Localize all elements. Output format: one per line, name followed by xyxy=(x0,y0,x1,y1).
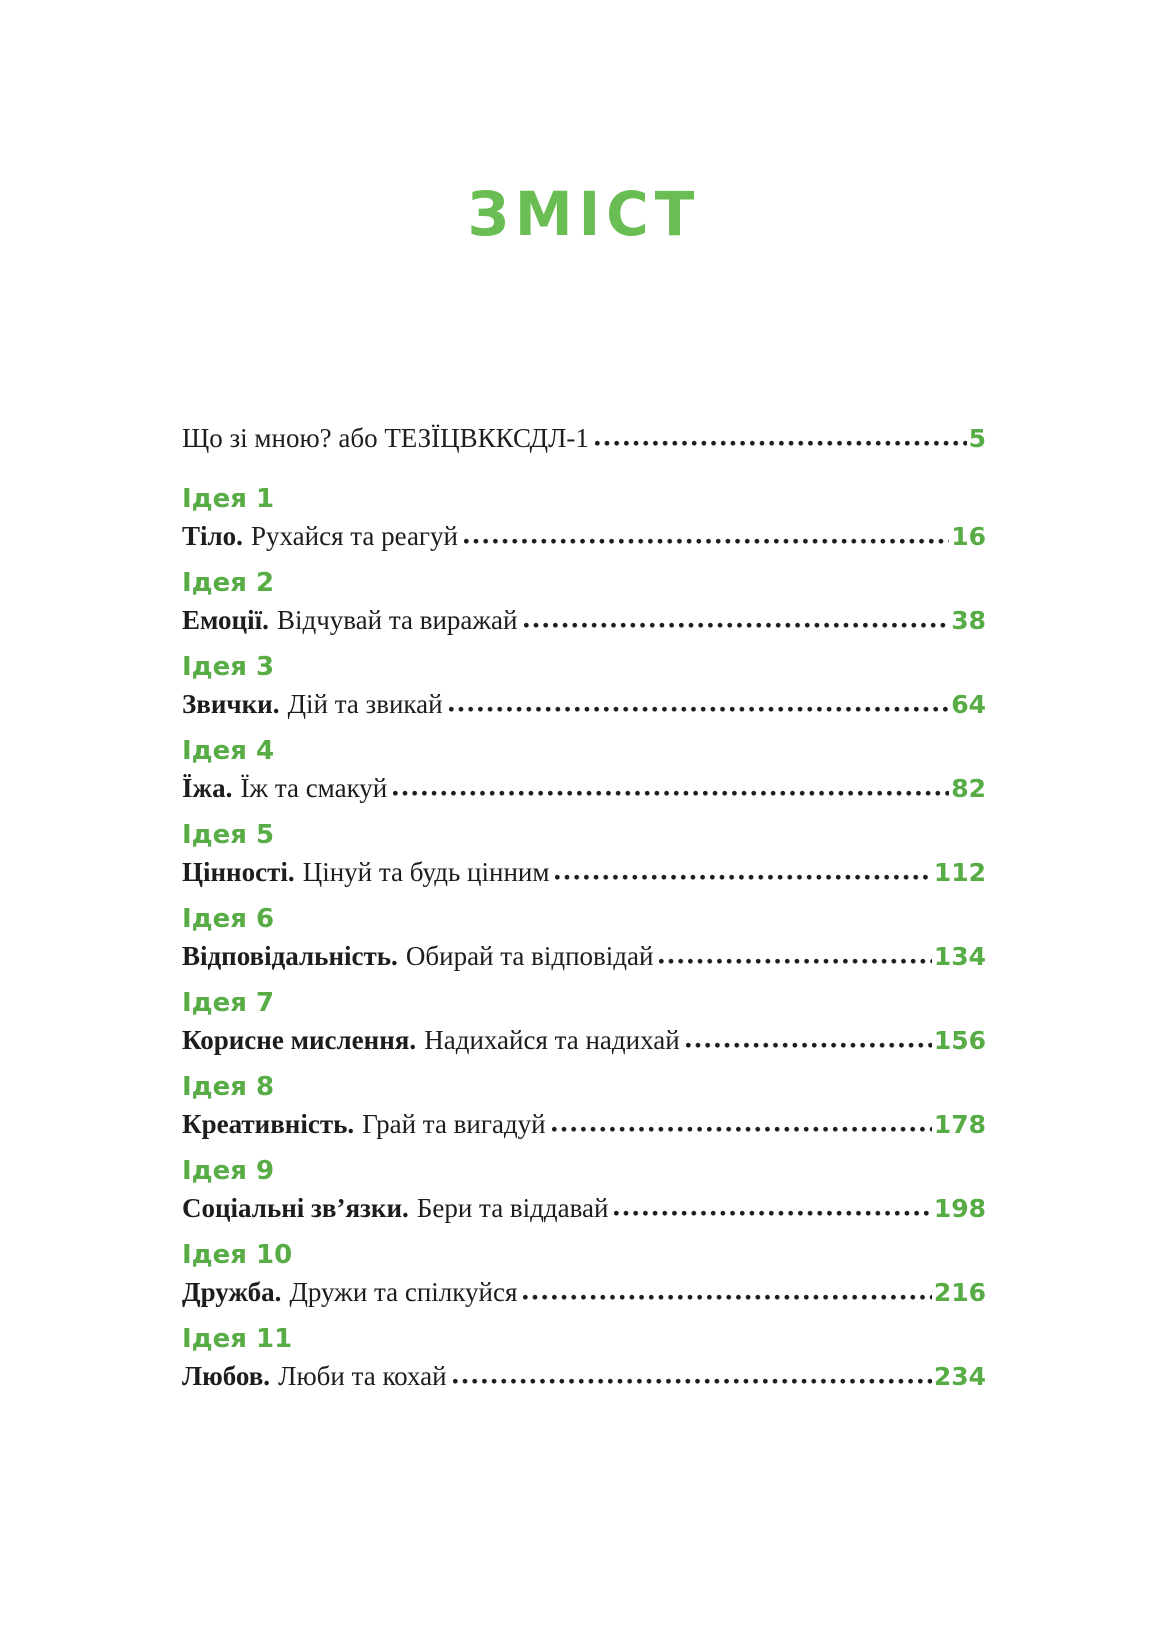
idea-label: Ідея 9 xyxy=(182,1156,275,1186)
idea-label: Ідея 1 xyxy=(182,484,275,514)
contents-page xyxy=(182,0,986,1394)
toc-entry-keyword: Корисне мислення. xyxy=(182,1025,417,1055)
idea-label: Ідея 6 xyxy=(182,904,275,934)
page-number: 156 xyxy=(933,1026,986,1055)
dot-leader xyxy=(453,1378,932,1385)
toc-entry xyxy=(182,820,986,890)
idea-label: Ідея 11 xyxy=(182,1324,293,1354)
toc-entry xyxy=(182,652,986,722)
toc-entry xyxy=(182,568,986,638)
toc-entry-row xyxy=(182,1275,986,1310)
toc-entry-subtitle: Надихайся та надихай xyxy=(424,1025,680,1055)
toc-entry-subtitle: Дій та звикай xyxy=(287,689,443,719)
toc-entry-subtitle: Рухайся та реагуй xyxy=(251,521,458,551)
page-number: 38 xyxy=(951,606,986,635)
toc-entry-row xyxy=(182,1023,986,1058)
toc-entry-title xyxy=(182,1023,680,1057)
toc-entry-keyword: Дружба. xyxy=(182,1277,282,1307)
toc-entry xyxy=(182,1324,986,1394)
toc-entry-keyword: Звички. xyxy=(182,689,280,719)
toc-entry-row xyxy=(182,1359,986,1394)
table-of-contents xyxy=(182,421,986,1394)
toc-entry-subtitle: Бери та віддавай xyxy=(416,1193,609,1223)
toc-entry-row xyxy=(182,1107,986,1142)
dot-leader xyxy=(659,958,931,965)
toc-entry xyxy=(182,988,986,1058)
page-number: 5 xyxy=(968,424,986,453)
dot-leader xyxy=(464,538,949,545)
idea-label: Ідея 4 xyxy=(182,736,275,766)
toc-entry-row xyxy=(182,603,986,638)
toc-entry-keyword: Тіло. xyxy=(182,521,243,551)
idea-label: Ідея 8 xyxy=(182,1072,275,1102)
toc-entry-keyword: Креативність. xyxy=(182,1109,355,1139)
toc-entry xyxy=(182,1240,986,1310)
toc-entry-row xyxy=(182,687,986,722)
toc-entry xyxy=(182,904,986,974)
dot-leader xyxy=(614,1210,931,1217)
toc-entry xyxy=(182,1072,986,1142)
toc-entry xyxy=(182,484,986,554)
dot-leader xyxy=(686,1042,932,1049)
idea-label: Ідея 5 xyxy=(182,820,275,850)
toc-entry-row xyxy=(182,855,986,890)
idea-label: Ідея 7 xyxy=(182,988,275,1018)
page-number: 198 xyxy=(933,1194,986,1223)
toc-entry-title xyxy=(182,519,458,553)
page-number: 234 xyxy=(933,1362,986,1391)
page-number: 178 xyxy=(933,1110,986,1139)
toc-entry-keyword: Цінності. xyxy=(182,857,295,887)
page-number: 112 xyxy=(933,858,986,887)
toc-entry-subtitle: Їж та смакуй xyxy=(240,773,388,803)
page-number: 134 xyxy=(933,942,986,971)
toc-entry-subtitle: Грай та вигадуй xyxy=(362,1109,546,1139)
toc-entries xyxy=(182,484,986,1394)
page-number: 216 xyxy=(933,1278,986,1307)
dot-leader xyxy=(552,1126,932,1133)
idea-label: Ідея 3 xyxy=(182,652,275,682)
toc-entry xyxy=(182,1156,986,1226)
toc-entry-keyword: Соціальні зв’язки. xyxy=(182,1193,409,1223)
toc-intro-row xyxy=(182,421,986,456)
toc-entry-keyword: Емоції. xyxy=(182,605,269,635)
toc-entry-title xyxy=(182,939,653,973)
dot-leader xyxy=(523,1294,931,1301)
toc-entry-title xyxy=(182,687,443,721)
dot-leader xyxy=(524,622,950,629)
toc-entry-subtitle: Люби та кохай xyxy=(278,1361,447,1391)
page-number: 64 xyxy=(951,690,986,719)
toc-entry-keyword: Їжа. xyxy=(182,773,233,803)
page-title: ЗМІСТ xyxy=(467,178,701,250)
toc-entry-row xyxy=(182,519,986,554)
dot-leader xyxy=(449,706,950,713)
toc-entry-keyword: Любов. xyxy=(182,1361,271,1391)
page-number: 82 xyxy=(951,774,986,803)
toc-entry-subtitle: Дружи та спілкуйся xyxy=(289,1277,518,1307)
dot-leader xyxy=(393,790,949,797)
toc-entry-title xyxy=(182,771,387,805)
toc-entry-title xyxy=(182,855,549,889)
idea-label: Ідея 10 xyxy=(182,1240,293,1270)
toc-entry-title xyxy=(182,1191,608,1225)
toc-entry-row xyxy=(182,939,986,974)
dot-leader xyxy=(555,874,931,881)
toc-entry-subtitle: Цінуй та будь цінним xyxy=(302,857,550,887)
toc-entry-title xyxy=(182,1359,447,1393)
toc-entry-subtitle: Обирай та відповідай xyxy=(405,941,654,971)
toc-entry-subtitle: Відчувай та виражай xyxy=(276,605,518,635)
toc-entry-title xyxy=(182,1275,517,1309)
toc-entry-row xyxy=(182,771,986,806)
idea-label: Ідея 2 xyxy=(182,568,275,598)
toc-entry-row xyxy=(182,1191,986,1226)
dot-leader xyxy=(595,440,967,447)
page-number: 16 xyxy=(951,522,986,551)
toc-entry-keyword: Відповідальність. xyxy=(182,941,398,971)
toc-entry-title xyxy=(182,603,518,637)
toc-entry-title xyxy=(182,1107,546,1141)
toc-entry xyxy=(182,736,986,806)
toc-intro-title: Що зі мною? або ТЕЗЇЦВККСДЛ-1 xyxy=(182,423,589,453)
